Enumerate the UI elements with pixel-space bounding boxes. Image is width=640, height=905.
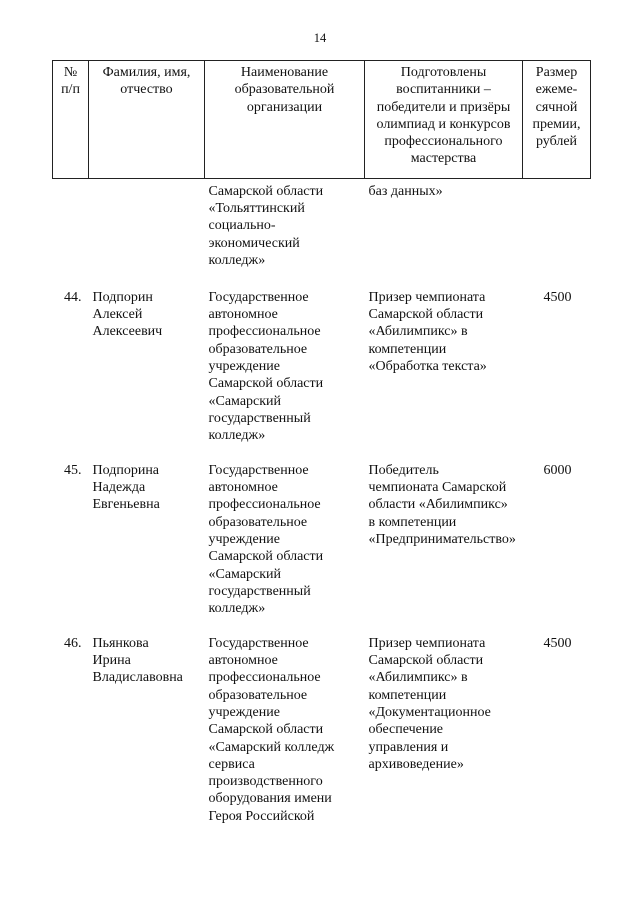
row-org: Государственное автономное профессиональное образовательное учреждение Самарской области «Самарский колледж сервиса производственного оборудования имени Героя Российской (208, 635, 335, 824)
row-name: Пьянкова Ирина Владиславовна (92, 635, 183, 686)
row-prize: 6000 (543, 462, 572, 478)
row-achievement: Призер чемпионата Самарской области «Абилимпикс» в компетенции «Документационное обеспечение управления и архивоведение» (368, 635, 491, 772)
header-num: № п/п (53, 61, 89, 179)
row-prize: 4500 (543, 289, 572, 305)
page-number: 14 (313, 31, 327, 45)
header-name: Фамилия, имя, отчество (89, 61, 205, 179)
cont-org-cell: Самарской области «Тольяттинский социально- экономический колледж» (208, 183, 324, 268)
table-row-continuation (53, 178, 591, 289)
header-prize: Размер ежеме- сячной премии, рублей (523, 61, 591, 179)
row-num: 46. (64, 635, 82, 651)
row-name: Подпорина Надежда Евгеньевна (92, 462, 160, 513)
header-org: Наименование образовательной организации (205, 61, 365, 179)
row-org: Государственное автономное профессиональное образовательное учреждение Самарской области «Самарский государственный колледж» (208, 462, 324, 617)
header-row (53, 61, 591, 179)
table-row (53, 289, 591, 462)
awards-table (52, 60, 591, 835)
cont-name-cell (89, 178, 205, 289)
row-achievement: Победитель чемпионата Самарской области «Абилимпикс» в компетенции «Предпринимательство» (368, 462, 516, 547)
cont-prize-cell (523, 178, 591, 289)
cont-achievement-cell: баз данных» (368, 183, 443, 199)
row-prize: 4500 (543, 635, 572, 651)
row-num: 45. (64, 462, 82, 478)
row-achievement: Призер чемпионата Самарской области «Абилимпикс» в компетенции «Обработка текста» (368, 289, 487, 374)
table-row (53, 635, 591, 835)
header-achievement: Подготовлены воспитанники – победители и призёры олимпиад и конкурсов профессионального мастерства (365, 61, 523, 179)
cont-num-cell (53, 178, 89, 289)
row-org: Государственное автономное профессиональное образовательное учреждение Самарской области «Самарский государственный колледж» (208, 289, 324, 444)
row-name: Подпорин Алексей Алексеевич (92, 289, 163, 340)
table-row (53, 462, 591, 635)
row-num: 44. (64, 289, 82, 305)
